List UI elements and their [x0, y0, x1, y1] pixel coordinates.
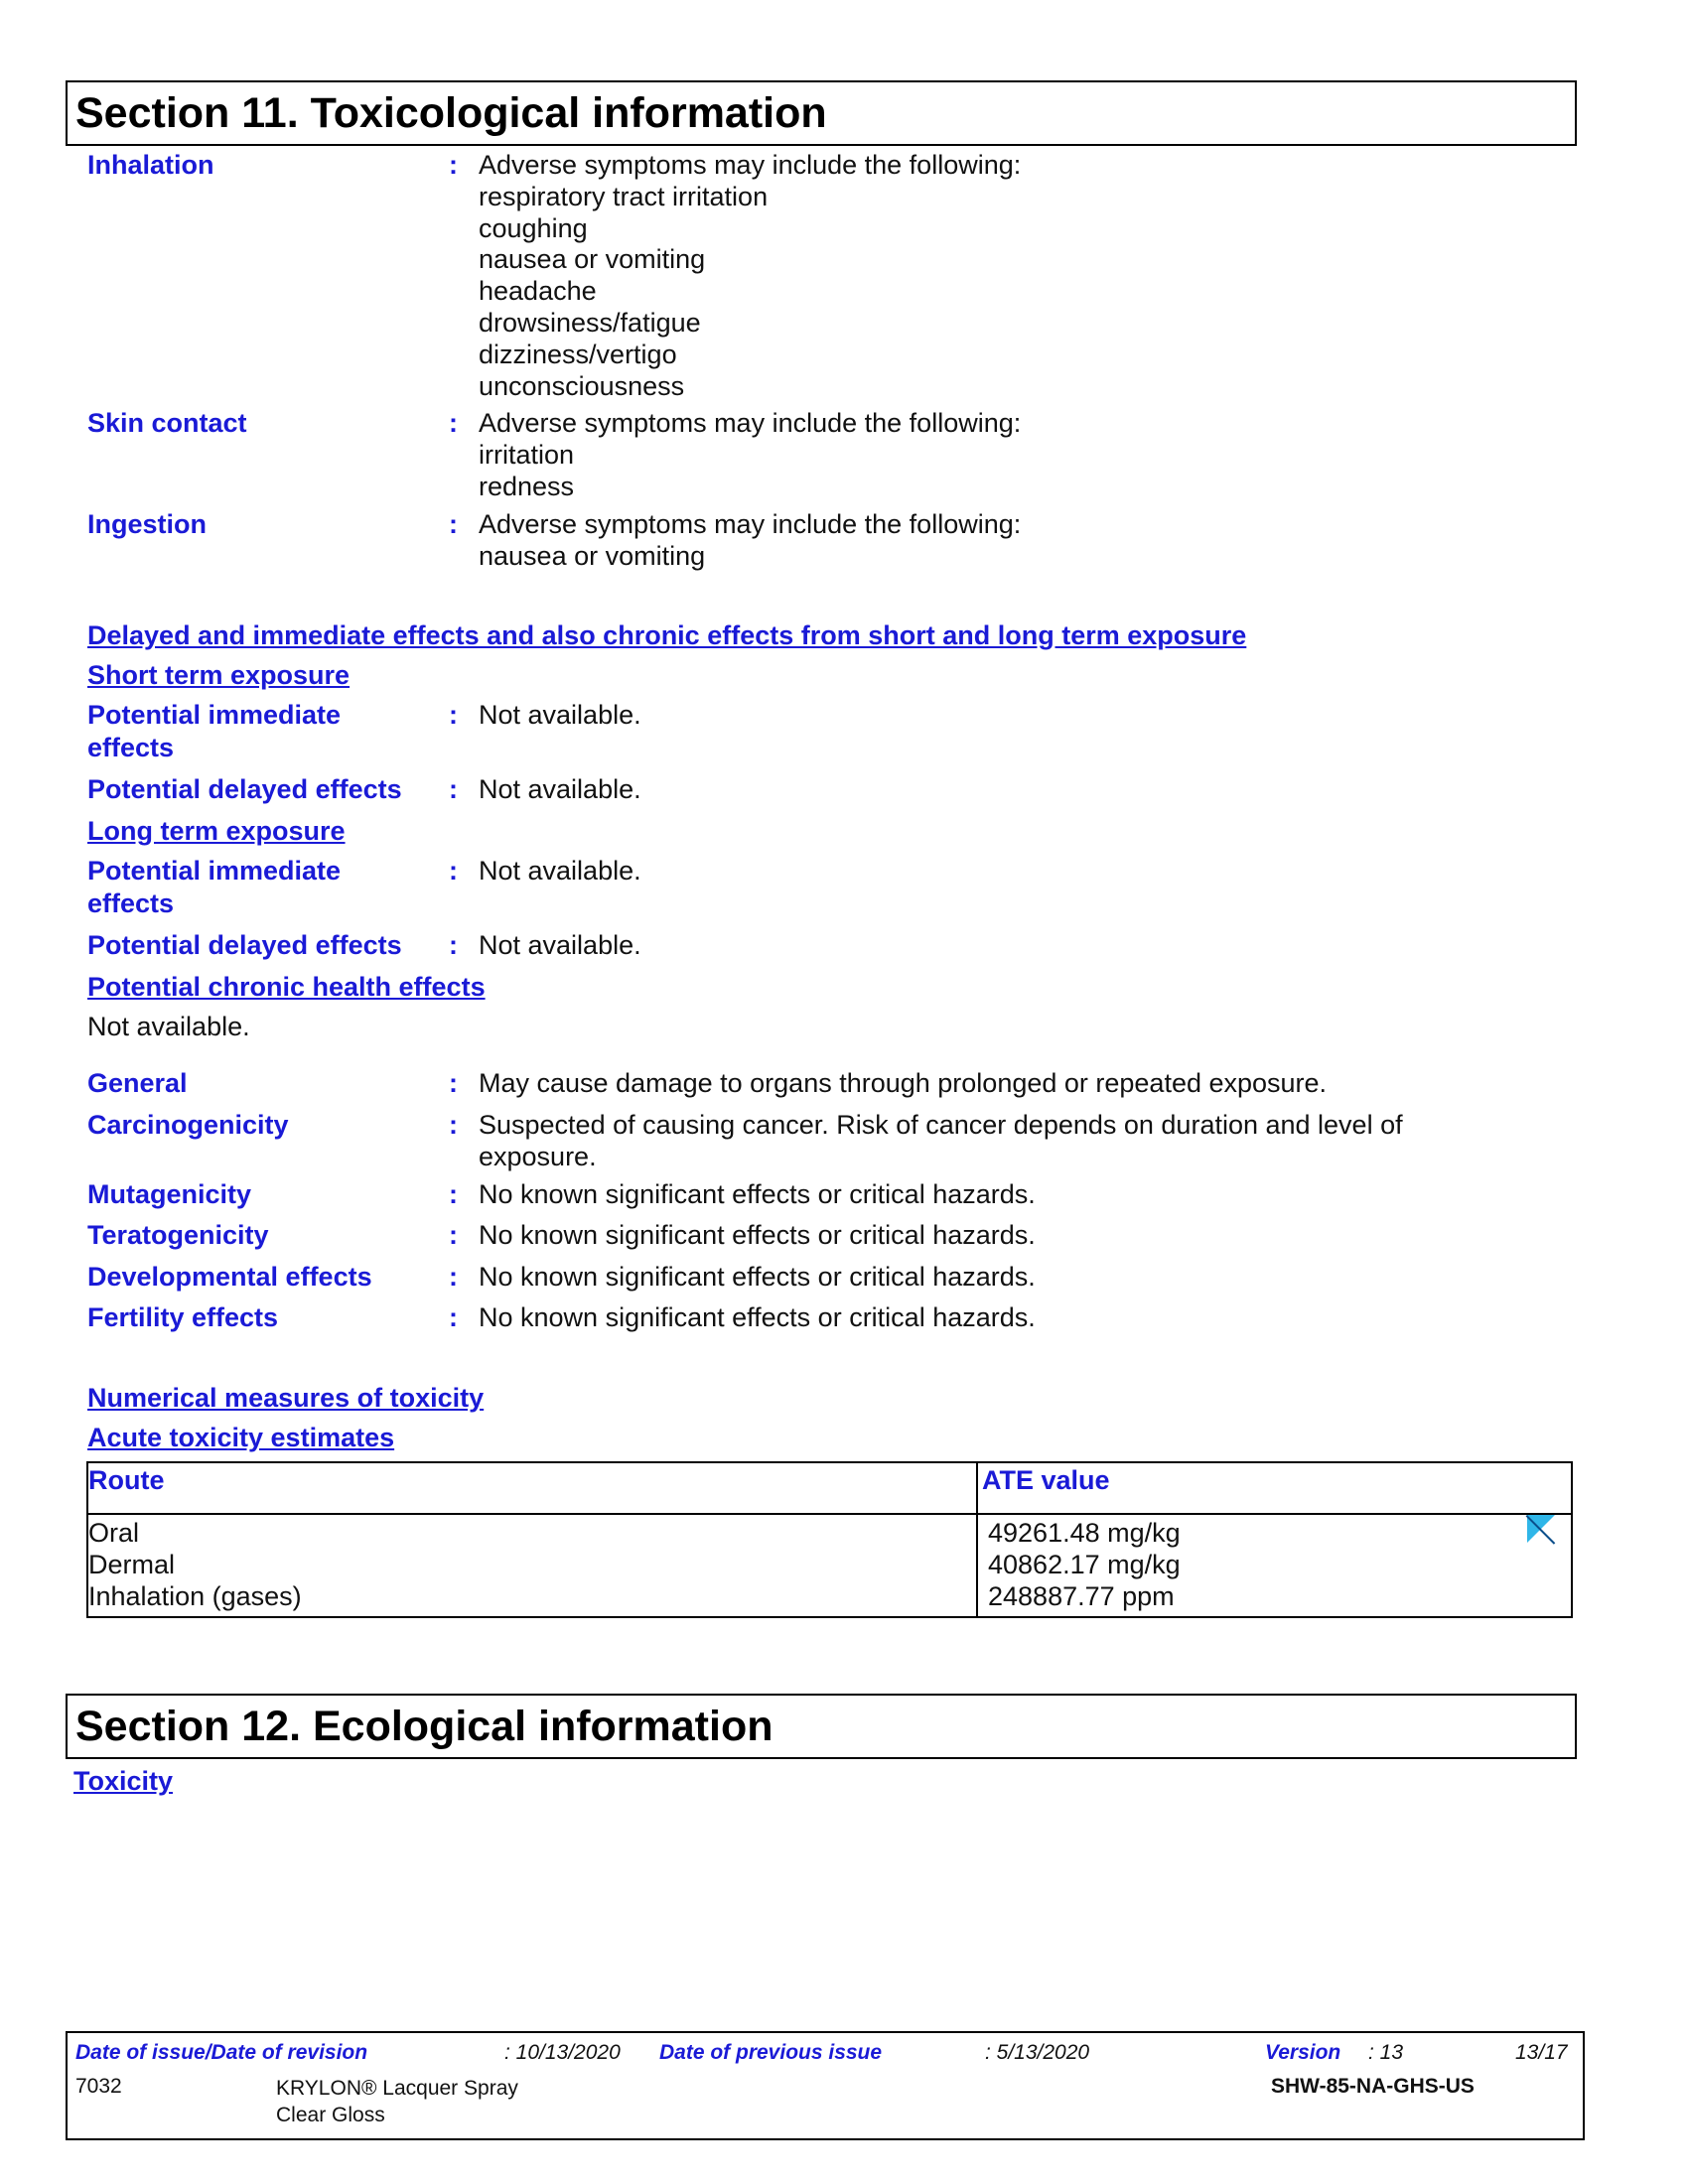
- developmental-effects-label: Developmental effects: [87, 1262, 372, 1292]
- acute-toxicity-heading: Acute toxicity estimates: [87, 1423, 395, 1452]
- long-term-immediate-label: [87, 855, 341, 920]
- ingestion-line: nausea or vomiting: [479, 540, 706, 571]
- inhalation-line: drowsiness/fatigue: [479, 307, 701, 338]
- issue-date-value: : 10/13/2020: [504, 2041, 621, 2064]
- inhalation-line: respiratory tract irritation: [479, 181, 769, 211]
- product-name: [276, 2075, 518, 2128]
- ingestion-line: Adverse symptoms may include the following:: [479, 509, 1022, 539]
- short-term-immediate-label: [87, 699, 341, 764]
- inhalation-line: nausea or vomiting: [479, 244, 706, 275]
- document-id: SHW-85-NA-GHS-US: [1271, 2075, 1475, 2098]
- long-term-exposure-heading: Long term exposure: [87, 816, 346, 846]
- table-row: [87, 1514, 1572, 1617]
- skin-contact-line: Adverse symptoms may include the following:: [479, 408, 1022, 438]
- long-term-immediate-colon: :: [449, 856, 458, 886]
- page-number: 13/17: [1515, 2041, 1568, 2064]
- route-item: Oral: [88, 1518, 140, 1548]
- carcinogenicity-label: Carcinogenicity: [87, 1110, 289, 1140]
- short-term-exposure-heading: Short term exposure: [87, 660, 351, 690]
- section-11-header: [66, 80, 1577, 146]
- skin-contact-colon: :: [449, 408, 458, 438]
- ate-value-item: 40862.17 mg/kg: [988, 1550, 1181, 1579]
- section-12-number: Section 12.: [75, 1703, 302, 1750]
- section-12-title: Ecological information: [312, 1703, 774, 1750]
- general-value: May cause damage to organs through prolonged or repeated exposure.: [479, 1068, 1328, 1098]
- ate-value-item: 49261.48 mg/kg: [988, 1518, 1181, 1548]
- carcinogenicity-line: Suspected of causing cancer. Risk of cancer depends on duration and level of: [479, 1110, 1403, 1140]
- long-term-delayed-colon: :: [449, 930, 458, 960]
- ingestion-colon: :: [449, 509, 458, 539]
- version-value: : 13: [1368, 2041, 1404, 2064]
- long-term-delayed-label: Potential delayed effects: [87, 930, 402, 960]
- numerical-measures-heading: Numerical measures of toxicity: [87, 1383, 485, 1413]
- long-term-immediate-label-line: effects: [87, 888, 175, 918]
- short-term-immediate-label-line: Potential immediate: [87, 700, 342, 730]
- teratogenicity-value: No known significant effects or critical hazards.: [479, 1220, 1036, 1250]
- section-11-title: Toxicological information: [310, 89, 827, 137]
- inhalation-colon: :: [449, 150, 458, 180]
- long-term-immediate-label-line: Potential immediate: [87, 856, 342, 886]
- short-term-delayed-colon: :: [449, 774, 458, 804]
- ate-table: [86, 1461, 1573, 1618]
- general-label: General: [87, 1068, 188, 1098]
- teratogenicity-label: Teratogenicity: [87, 1220, 269, 1250]
- inhalation-line: headache: [479, 276, 597, 307]
- developmental-effects-value: No known significant effects or critical hazards.: [479, 1262, 1036, 1292]
- mutagenicity-label: Mutagenicity: [87, 1179, 252, 1209]
- fertility-effects-colon: :: [449, 1302, 458, 1332]
- fertility-effects-label: Fertility effects: [87, 1302, 279, 1332]
- short-term-delayed-value: Not available.: [479, 774, 641, 804]
- product-code: 7032: [75, 2075, 122, 2098]
- route-column-header: Route: [87, 1462, 977, 1514]
- developmental-effects-colon: :: [449, 1262, 458, 1292]
- inhalation-value: [479, 150, 1021, 402]
- product-name-line: KRYLON® Lacquer Spray: [276, 2077, 518, 2100]
- version-label: Version: [1265, 2041, 1341, 2064]
- skin-contact-line: redness: [479, 471, 575, 501]
- chronic-effects-heading: Potential chronic health effects: [87, 972, 486, 1002]
- previous-issue-value: : 5/13/2020: [985, 2041, 1090, 2064]
- inhalation-label: Inhalation: [87, 150, 214, 180]
- chronic-effects-value: Not available.: [87, 1012, 250, 1041]
- product-name-line: Clear Gloss: [276, 2104, 385, 2126]
- short-term-delayed-label: Potential delayed effects: [87, 774, 402, 804]
- inhalation-line: coughing: [479, 212, 588, 243]
- inhalation-line: Adverse symptoms may include the following:: [479, 150, 1022, 180]
- carcinogenicity-line: exposure.: [479, 1141, 597, 1171]
- skin-contact-value: [479, 408, 1021, 502]
- previous-issue-label: Date of previous issue: [659, 2041, 883, 2064]
- inhalation-line: unconsciousness: [479, 370, 685, 401]
- ingestion-label: Ingestion: [87, 509, 207, 539]
- carcinogenicity-value: [479, 1110, 1403, 1173]
- short-term-immediate-colon: :: [449, 700, 458, 730]
- short-term-immediate-label-line: effects: [87, 733, 175, 762]
- toxicity-heading: Toxicity: [73, 1766, 174, 1796]
- delayed-effects-heading: Delayed and immediate effects and also chronic effects from short and long term exposure: [87, 620, 1247, 650]
- carcinogenicity-colon: :: [449, 1110, 458, 1140]
- short-term-immediate-value: Not available.: [479, 700, 641, 730]
- mutagenicity-colon: :: [449, 1179, 458, 1209]
- section-12-header: [66, 1694, 1577, 1759]
- fertility-effects-value: No known significant effects or critical hazards.: [479, 1302, 1036, 1332]
- ingestion-value: [479, 509, 1021, 573]
- issue-date-label: Date of issue/Date of revision: [75, 2041, 368, 2064]
- long-term-delayed-value: Not available.: [479, 930, 641, 960]
- ate-header-row: [87, 1462, 1572, 1514]
- ate-value-item: 248887.77 ppm: [988, 1581, 1175, 1611]
- mutagenicity-value: No known significant effects or critical hazards.: [479, 1179, 1036, 1209]
- general-colon: :: [449, 1068, 458, 1098]
- skin-contact-line: irritation: [479, 439, 575, 470]
- skin-contact-label: Skin contact: [87, 408, 247, 438]
- route-cell: [87, 1514, 977, 1617]
- corner-marker-icon: [1527, 1515, 1555, 1543]
- ate-column-header: ATE value: [977, 1462, 1572, 1514]
- inhalation-line: dizziness/vertigo: [479, 339, 677, 369]
- page-footer: [66, 2031, 1585, 2140]
- teratogenicity-colon: :: [449, 1220, 458, 1250]
- long-term-immediate-value: Not available.: [479, 856, 641, 886]
- route-item: Dermal: [88, 1550, 176, 1579]
- section-11-number: Section 11.: [75, 89, 299, 137]
- route-item: Inhalation (gases): [88, 1581, 302, 1611]
- ate-value-cell: [977, 1514, 1572, 1617]
